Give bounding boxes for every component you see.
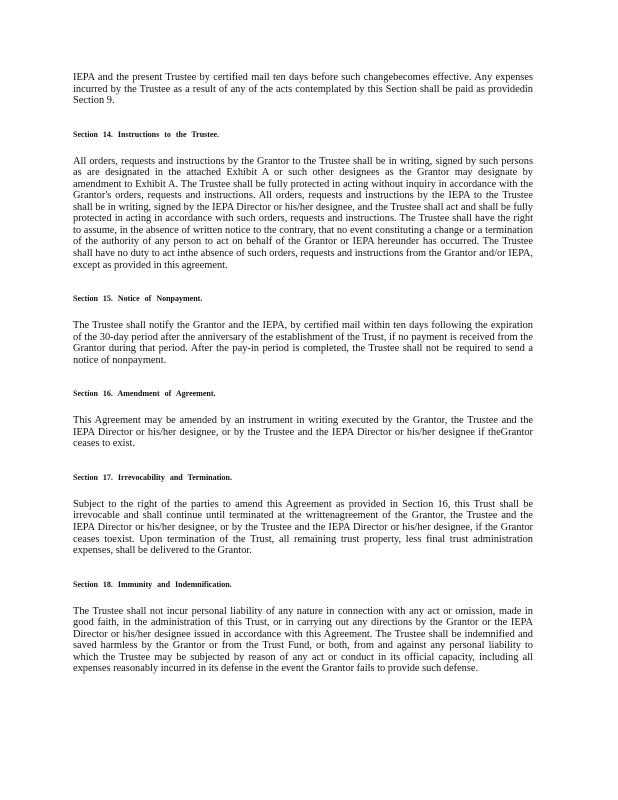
section-16-heading: Section 16. Amendment of Agreement. bbox=[73, 389, 216, 399]
section-18-body: The Trustee shall not incur personal liability of any nature in connection with any act or omission, made in good faith, in the administration of this Trust, or in carrying out any directions by the Grantor or the IEPA Director or his/her designee issued in accordance with this Agreement. The Trustee shall be indemnified and saved harmless by the Grantor or from the Trust Fund, or both, from and against any personal liability to which the Trustee may be subjected by reason of any act or conduct in its official capacity, including all expenses reasonably incurred in its defense in the event the Grantor fails to provide such defense. bbox=[73, 605, 533, 675]
document-page bbox=[73, 72, 533, 675]
section-15-heading: Section 15. Notice of Nonpayment. bbox=[73, 294, 203, 304]
section-14-body: All orders, requests and instructions by the Grantor to the Trustee shall be in writing, signed by such persons as are designated in the attached Exhibit A or such other designees as the Grantor may designate by amendment to Exhibit A. The Trustee shall be fully protected in acting without inquiry in accordance with the Grantor's orders, requests and instructions. All orders, requests and instructions by the IEPA to the Trustee shall be in writing, signed by the IEPA Director or his/her designee, and the Trustee shall act and shall be fully protected in acting in accordance with such orders, requests and instructions. The Trustee shall have the right to assume, in the absence of written notice to the contrary, that no event constituting a change or a termination of the authority of any person to act on behalf of the Grantor or IEPA hereunder has occurred. The Trustee shall have no duty to act inthe absence of such orders, requests and instructions from the Grantor and/or IEPA, except as provided in this agreement. bbox=[73, 155, 533, 271]
section-17-body: Subject to the right of the parties to amend this Agreement as provided in Section 16, this Trust shall be irrevocable and shall continue until terminated at the writtenagreement of the Grantor, the Trustee and the IEPA Director or his/her designee, or by the Trustee and the IEPA Director or his/her designee, if the Grantor ceases toexist. Upon termination of the Trust, all remaining trust property, less final trust administration expenses, shall be delivered to the Grantor. bbox=[73, 498, 533, 557]
section-16-body: This Agreement may be amended by an instrument in writing executed by the Grantor, the Trustee and the IEPA Director or his/her designee, or by the Trustee and the IEPA Director or his/her designee if theGrantor ceases to exist. bbox=[73, 415, 533, 450]
section-15-body: The Trustee shall notify the Grantor and the IEPA, by certified mail within ten days following the expiration of the 30-day period after the anniversary of the establishment of the Trust, if no payment is received from the Grantor during that period. After the pay-in period is completed, the Trustee shall not be required to send a notice of nonpayment. bbox=[73, 320, 533, 366]
section-17-heading: Section 17. Irrevocability and Termination. bbox=[73, 472, 232, 482]
section-18-heading: Section 18. Immunity and Indemnification. bbox=[73, 579, 232, 589]
intro-paragraph: IEPA and the present Trustee by certified mail ten days before such changebecomes effective. Any expenses incurred by the Trustee as a result of any of the acts contemplated by this Section shall be paid as providedin Section 9. bbox=[73, 72, 533, 107]
section-14-heading: Section 14. Instructions to the Trustee. bbox=[73, 129, 220, 139]
